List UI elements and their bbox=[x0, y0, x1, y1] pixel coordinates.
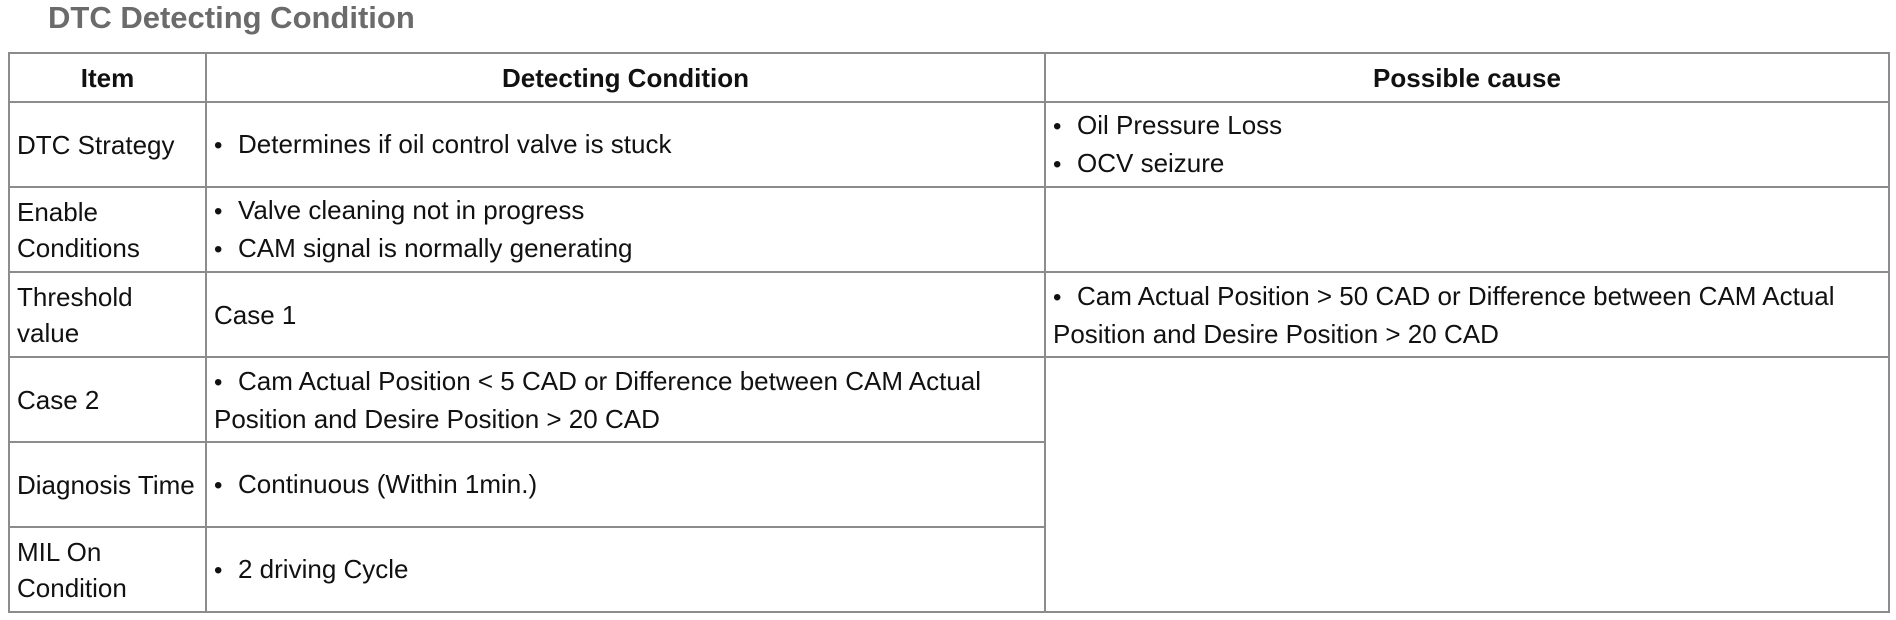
item-cell: Diagnosis Time bbox=[9, 442, 206, 527]
cause-cell bbox=[1045, 272, 1889, 357]
item-cell: Case 2 bbox=[9, 357, 206, 442]
item-cell: DTC Strategy bbox=[9, 102, 206, 187]
bullet-item: • Determines if oil control valve is stuck bbox=[214, 126, 1037, 164]
bullet-icon: • bbox=[1053, 150, 1062, 178]
bullet-item: • Continuous (Within 1min.) bbox=[214, 466, 1037, 504]
item-cell: Threshold value bbox=[9, 272, 206, 357]
cause-cell bbox=[1045, 357, 1889, 612]
condition-cell: Case 1 bbox=[206, 272, 1045, 357]
header-item: Item bbox=[9, 53, 206, 102]
bullet-icon: • bbox=[214, 235, 223, 263]
bullet-icon: • bbox=[1053, 283, 1062, 311]
condition-cell bbox=[206, 357, 1045, 442]
condition-cell bbox=[206, 527, 1045, 612]
header-detecting-condition: Detecting Condition bbox=[206, 53, 1045, 102]
bullet-item: • CAM signal is normally generating bbox=[214, 230, 1037, 268]
bullet-item: • Cam Actual Position < 5 CAD or Difference between CAM Actual Position and Desire Position > 20 CAD bbox=[214, 365, 982, 434]
table-row bbox=[9, 272, 1889, 357]
bullet-icon: • bbox=[214, 471, 223, 499]
bullet-item: • Cam Actual Position > 50 CAD or Difference between CAM Actual Position and Desire Position > 20 CAD bbox=[1053, 280, 1835, 349]
page-title: DTC Detecting Condition bbox=[48, 0, 415, 35]
item-cell: MIL On Condition bbox=[9, 527, 206, 612]
condition-cell bbox=[206, 442, 1045, 527]
table-row bbox=[9, 357, 1889, 442]
header-possible-cause: Possible cause bbox=[1045, 53, 1889, 102]
table-row bbox=[9, 187, 1889, 272]
condition-cell bbox=[206, 102, 1045, 187]
bullet-icon: • bbox=[214, 556, 223, 584]
cause-cell bbox=[1045, 102, 1889, 187]
bullet-icon: • bbox=[1053, 112, 1062, 140]
bullet-icon: • bbox=[214, 197, 223, 225]
table-row bbox=[9, 102, 1889, 187]
condition-cell bbox=[206, 187, 1045, 272]
cause-cell bbox=[1045, 187, 1889, 272]
bullet-icon: • bbox=[214, 368, 223, 396]
table-header-row bbox=[9, 53, 1889, 102]
bullet-item: • OCV seizure bbox=[1053, 145, 1881, 183]
bullet-item: • Oil Pressure Loss bbox=[1053, 107, 1881, 145]
dtc-detecting-condition-table bbox=[8, 52, 1890, 613]
item-cell: Enable Conditions bbox=[9, 187, 206, 272]
bullet-icon: • bbox=[214, 131, 223, 159]
bullet-item: • 2 driving Cycle bbox=[214, 551, 1037, 589]
bullet-item: • Valve cleaning not in progress bbox=[214, 192, 1037, 230]
